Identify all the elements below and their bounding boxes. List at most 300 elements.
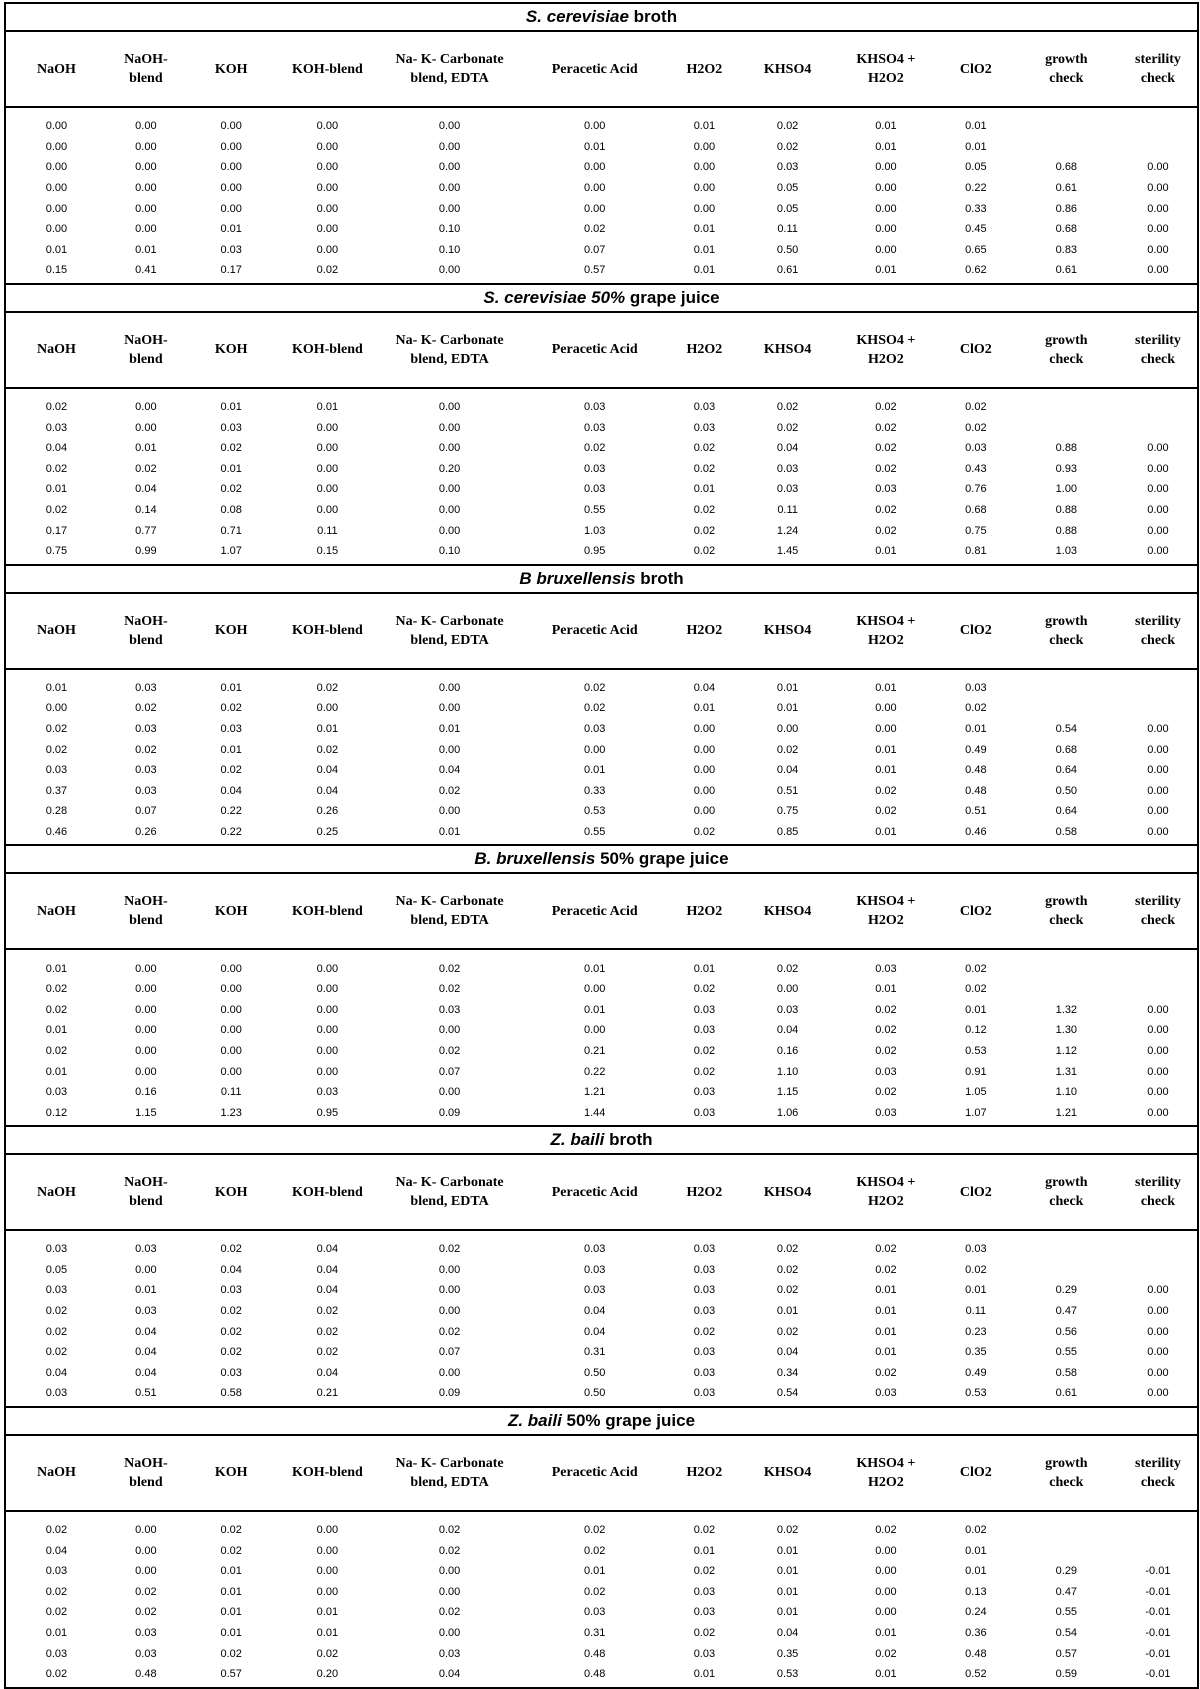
column-header: KOH-blend bbox=[277, 874, 377, 949]
table-cell: 0.02 bbox=[438, 1606, 461, 1619]
table-cell: 0.03 bbox=[583, 1284, 606, 1297]
table-cell: 0.02 bbox=[135, 702, 157, 715]
table-cell: 0.22 bbox=[220, 805, 242, 818]
table-cell: 0.00 bbox=[583, 743, 606, 756]
table-cell: 0.02 bbox=[875, 1524, 897, 1537]
table-cell: 0.29 bbox=[1055, 1565, 1078, 1578]
table-cell: 0.12 bbox=[965, 1024, 987, 1037]
table-cell: 0.00 bbox=[316, 421, 339, 434]
table-row bbox=[6, 822, 1197, 845]
table-cell: 0.00 bbox=[1147, 764, 1169, 777]
column-header: KHSO4 bbox=[741, 874, 834, 949]
table-cell: 0.00 bbox=[438, 1284, 461, 1297]
table-cell: 0.02 bbox=[45, 1524, 68, 1537]
table-cell: 0.02 bbox=[875, 1003, 897, 1016]
table-cell: 0.00 bbox=[583, 202, 606, 215]
table-cell: 0.02 bbox=[693, 1065, 716, 1078]
table-cell: 0.00 bbox=[135, 1044, 157, 1057]
table-cell bbox=[1014, 949, 1119, 979]
table-cell: 0.04 bbox=[776, 1024, 799, 1037]
table-cell: 0.02 bbox=[583, 702, 606, 715]
column-header: KOH-blend bbox=[277, 1155, 377, 1230]
table-cell: 0.00 bbox=[1147, 784, 1169, 797]
table-cell: 0.01 bbox=[965, 1003, 987, 1016]
table-cell: 0.75 bbox=[965, 524, 987, 537]
column-header: Na- K- Carbonate blend, EDTA bbox=[377, 32, 522, 107]
table-cell: 0.48 bbox=[135, 1668, 157, 1681]
table-cell: 0.04 bbox=[776, 764, 799, 777]
column-header: H2O2 bbox=[667, 594, 741, 669]
table-cell: 0.02 bbox=[135, 743, 157, 756]
table-cell: 0.26 bbox=[316, 805, 339, 818]
table-cell: 0.68 bbox=[1055, 223, 1078, 236]
table-cell: 0.48 bbox=[965, 784, 987, 797]
column-header: sterility check bbox=[1119, 32, 1197, 107]
column-header: KOH-blend bbox=[277, 313, 377, 388]
table-cell: 0.00 bbox=[316, 120, 339, 133]
table-cell: 0.02 bbox=[693, 504, 716, 517]
table-cell: 0.00 bbox=[220, 182, 242, 195]
table-cell bbox=[1119, 1511, 1197, 1541]
table-cell: 0.01 bbox=[693, 962, 716, 975]
table-cell: 0.02 bbox=[45, 1346, 68, 1359]
table-cell: 0.00 bbox=[316, 202, 339, 215]
table-cell: 0.01 bbox=[776, 681, 799, 694]
table-cell: 0.00 bbox=[1147, 182, 1169, 195]
table-row bbox=[6, 1321, 1197, 1342]
table-cell: 1.32 bbox=[1055, 1003, 1078, 1016]
table-row bbox=[6, 541, 1197, 564]
table-cell: 0.02 bbox=[693, 442, 716, 455]
table-cell: 0.00 bbox=[135, 202, 157, 215]
table-cell: 0.76 bbox=[965, 483, 987, 496]
table-cell: 0.02 bbox=[875, 1024, 897, 1037]
table-cell: 0.01 bbox=[693, 702, 716, 715]
table-cell: 0.03 bbox=[965, 442, 987, 455]
table-cell: 0.03 bbox=[583, 1606, 606, 1619]
table-cell: 0.75 bbox=[45, 545, 68, 558]
header-row bbox=[6, 1155, 1197, 1230]
table-cell bbox=[1014, 698, 1119, 719]
table-row bbox=[6, 1540, 1197, 1561]
table-cell: 0.02 bbox=[875, 401, 897, 414]
table-cell: 0.00 bbox=[875, 161, 897, 174]
table-cell: 0.00 bbox=[1147, 202, 1169, 215]
table-cell: 0.00 bbox=[135, 401, 157, 414]
table-cell: 0.00 bbox=[693, 784, 716, 797]
table-cell: 0.04 bbox=[776, 1627, 799, 1640]
table-cell: 0.03 bbox=[693, 1387, 716, 1400]
table-cell: 0.31 bbox=[583, 1627, 606, 1640]
header-row bbox=[6, 313, 1197, 388]
column-header: NaOH- blend bbox=[107, 1436, 185, 1511]
table-cell: 0.07 bbox=[135, 805, 157, 818]
table-row bbox=[6, 1383, 1197, 1406]
table-cell: 0.00 bbox=[776, 983, 799, 996]
section-title bbox=[6, 846, 1197, 874]
table-cell: -0.01 bbox=[1145, 1627, 1171, 1640]
table-cell: 0.20 bbox=[438, 462, 461, 475]
table-cell: 0.03 bbox=[693, 1106, 716, 1119]
table-cell: 0.03 bbox=[135, 681, 157, 694]
table-row bbox=[6, 107, 1197, 137]
table-cell: 0.03 bbox=[693, 1086, 716, 1099]
table-cell: 0.00 bbox=[438, 1024, 461, 1037]
table-cell: 0.00 bbox=[45, 120, 68, 133]
table-cell: 0.02 bbox=[220, 1524, 242, 1537]
table-row bbox=[6, 1301, 1197, 1322]
table-cell: 0.02 bbox=[583, 1524, 606, 1537]
table-cell: 0.03 bbox=[45, 1387, 68, 1400]
table-cell: 1.00 bbox=[1055, 483, 1078, 496]
table-cell: 0.00 bbox=[438, 1263, 461, 1276]
table-cell: 0.02 bbox=[45, 504, 68, 517]
table-cell: 0.03 bbox=[45, 1565, 68, 1578]
column-header: H2O2 bbox=[667, 1436, 741, 1511]
table-cell: 0.01 bbox=[583, 1565, 606, 1578]
table-cell: 0.00 bbox=[438, 1366, 461, 1379]
table-row bbox=[6, 417, 1197, 438]
table-cell: 0.00 bbox=[220, 140, 242, 153]
table-cell: 0.03 bbox=[45, 421, 68, 434]
table-cell: 0.00 bbox=[1147, 1044, 1169, 1057]
table-cell: 0.03 bbox=[693, 1263, 716, 1276]
table-cell: 0.02 bbox=[776, 1263, 799, 1276]
table-cell: 0.01 bbox=[875, 1305, 897, 1318]
table-cell: 0.50 bbox=[776, 243, 799, 256]
table-cell: 0.02 bbox=[693, 1627, 716, 1640]
table-cell: 0.16 bbox=[135, 1086, 157, 1099]
table-row bbox=[6, 1664, 1197, 1687]
table-cell: 0.01 bbox=[583, 140, 606, 153]
table-row bbox=[6, 999, 1197, 1020]
table-cell: 0.00 bbox=[316, 504, 339, 517]
column-header: ClO2 bbox=[938, 313, 1014, 388]
table-cell: 0.00 bbox=[875, 202, 897, 215]
table-cell: 0.00 bbox=[135, 1263, 157, 1276]
table-row bbox=[6, 1280, 1197, 1301]
table-cell: 0.01 bbox=[693, 483, 716, 496]
section-1 bbox=[4, 285, 1199, 566]
table-cell: 0.04 bbox=[135, 1325, 157, 1338]
table-cell: 0.01 bbox=[220, 1606, 242, 1619]
table-cell: 0.02 bbox=[583, 442, 606, 455]
table-cell: 0.55 bbox=[1055, 1606, 1078, 1619]
table-cell: -0.01 bbox=[1145, 1585, 1171, 1598]
table-cell: 0.03 bbox=[45, 1647, 68, 1660]
table-row bbox=[6, 1020, 1197, 1041]
table-cell: 0.25 bbox=[316, 825, 339, 838]
table-cell bbox=[1014, 1511, 1119, 1541]
table-cell: 0.04 bbox=[316, 1243, 339, 1256]
column-header: Peracetic Acid bbox=[522, 594, 668, 669]
table-cell: 0.00 bbox=[1147, 243, 1169, 256]
table-cell: 0.00 bbox=[220, 1065, 242, 1078]
table-cell: 0.01 bbox=[875, 264, 897, 277]
table-cell: 0.02 bbox=[316, 1647, 339, 1660]
table-cell: 0.33 bbox=[965, 202, 987, 215]
table-cell bbox=[1119, 669, 1197, 699]
table-cell: 0.04 bbox=[45, 1366, 68, 1379]
table-cell: 0.00 bbox=[875, 1565, 897, 1578]
table-cell: 0.01 bbox=[583, 1003, 606, 1016]
table-cell: 0.02 bbox=[875, 1044, 897, 1057]
table-cell bbox=[1119, 137, 1197, 158]
table-cell: 0.01 bbox=[316, 1627, 339, 1640]
table-cell: 0.00 bbox=[875, 243, 897, 256]
table-row bbox=[6, 1061, 1197, 1082]
table-row bbox=[6, 198, 1197, 219]
column-header: ClO2 bbox=[938, 874, 1014, 949]
table-cell: 0.00 bbox=[583, 983, 606, 996]
table-cell: 0.02 bbox=[220, 1346, 242, 1359]
table-cell: 0.00 bbox=[583, 161, 606, 174]
table-cell: 0.57 bbox=[1055, 1647, 1078, 1660]
column-header: Na- K- Carbonate blend, EDTA bbox=[377, 1436, 522, 1511]
table-cell: 0.04 bbox=[316, 784, 339, 797]
table-cell: 0.01 bbox=[875, 764, 897, 777]
column-header: KOH bbox=[185, 1436, 278, 1511]
table-cell: 0.00 bbox=[875, 182, 897, 195]
table-cell: 0.00 bbox=[1147, 545, 1169, 558]
table-cell: 0.46 bbox=[965, 825, 987, 838]
table-cell: 0.00 bbox=[135, 120, 157, 133]
table-cell: -0.01 bbox=[1145, 1565, 1171, 1578]
column-header: NaOH bbox=[6, 594, 107, 669]
section-title-medium: grape juice bbox=[625, 287, 720, 307]
table-cell: 0.02 bbox=[776, 1524, 799, 1537]
table-cell: 0.02 bbox=[316, 264, 339, 277]
table-cell: 0.04 bbox=[135, 1366, 157, 1379]
table-cell: 0.02 bbox=[875, 1086, 897, 1099]
column-header: KHSO4 bbox=[741, 32, 834, 107]
table-cell: 0.00 bbox=[1147, 722, 1169, 735]
table-row bbox=[6, 1082, 1197, 1103]
table-row bbox=[6, 739, 1197, 760]
table-cell: 0.01 bbox=[693, 1668, 716, 1681]
table-cell bbox=[1119, 417, 1197, 438]
table-cell: 0.49 bbox=[965, 1366, 987, 1379]
section-title-medium: broth bbox=[635, 568, 684, 588]
table-cell: 0.00 bbox=[1147, 1346, 1169, 1359]
table-cell: 0.01 bbox=[875, 983, 897, 996]
table-cell: 0.57 bbox=[220, 1668, 242, 1681]
data-table bbox=[6, 594, 1197, 845]
table-cell: 0.00 bbox=[693, 182, 716, 195]
table-cell: 0.00 bbox=[220, 202, 242, 215]
table-cell: 0.54 bbox=[1055, 1627, 1078, 1640]
table-cell: 0.01 bbox=[875, 1325, 897, 1338]
table-cell: 0.62 bbox=[965, 264, 987, 277]
table-cell: 1.05 bbox=[965, 1086, 987, 1099]
table-cell: 0.00 bbox=[583, 1024, 606, 1037]
table-cell: 0.04 bbox=[438, 764, 461, 777]
table-cell: 0.35 bbox=[965, 1346, 987, 1359]
table-cell: 1.31 bbox=[1055, 1065, 1078, 1078]
table-cell: 1.15 bbox=[776, 1086, 799, 1099]
column-header: sterility check bbox=[1119, 1155, 1197, 1230]
table-cell: 0.01 bbox=[135, 1284, 157, 1297]
table-cell: 0.00 bbox=[1147, 1284, 1169, 1297]
column-header: KHSO4 bbox=[741, 1436, 834, 1511]
table-cell: 0.02 bbox=[776, 140, 799, 153]
table-cell: 0.00 bbox=[316, 1024, 339, 1037]
table-cell bbox=[1014, 1230, 1119, 1260]
table-cell: 0.12 bbox=[45, 1106, 68, 1119]
column-header: growth check bbox=[1014, 1155, 1119, 1230]
table-cell: 0.01 bbox=[220, 1565, 242, 1578]
column-header: NaOH- blend bbox=[107, 594, 185, 669]
table-cell: 0.09 bbox=[438, 1106, 461, 1119]
table-row bbox=[6, 260, 1197, 283]
table-cell: 0.02 bbox=[316, 1325, 339, 1338]
table-cell: 0.55 bbox=[583, 504, 606, 517]
section-title bbox=[6, 1127, 1197, 1155]
table-cell: 0.00 bbox=[438, 161, 461, 174]
table-row bbox=[6, 1102, 1197, 1125]
table-cell: 0.02 bbox=[875, 1243, 897, 1256]
section-2 bbox=[4, 566, 1199, 847]
table-cell: 0.00 bbox=[316, 161, 339, 174]
table-cell: 0.02 bbox=[875, 504, 897, 517]
table-cell: 1.24 bbox=[776, 524, 799, 537]
table-cell: 0.02 bbox=[438, 1243, 461, 1256]
table-cell: 0.02 bbox=[693, 1044, 716, 1057]
data-table bbox=[6, 1155, 1197, 1406]
table-cell: 0.03 bbox=[583, 1243, 606, 1256]
table-cell: 0.05 bbox=[776, 202, 799, 215]
table-cell: 0.03 bbox=[875, 1387, 897, 1400]
table-cell bbox=[1014, 137, 1119, 158]
table-cell: 0.03 bbox=[583, 483, 606, 496]
table-cell: 0.36 bbox=[965, 1627, 987, 1640]
table-cell bbox=[1119, 949, 1197, 979]
table-cell: 0.07 bbox=[583, 243, 606, 256]
table-cell: 0.01 bbox=[45, 962, 68, 975]
table-cell: 0.01 bbox=[583, 962, 606, 975]
table-cell bbox=[1119, 388, 1197, 418]
section-title-organism: Z. baili bbox=[507, 1410, 562, 1430]
table-cell: 0.03 bbox=[965, 1243, 987, 1256]
table-cell: 0.02 bbox=[965, 983, 987, 996]
table-row bbox=[6, 137, 1197, 158]
table-cell: 0.00 bbox=[316, 182, 339, 195]
table-cell: 0.48 bbox=[583, 1647, 606, 1660]
table-cell: 0.53 bbox=[965, 1387, 987, 1400]
table-cell: 0.11 bbox=[777, 504, 798, 517]
table-cell: 0.00 bbox=[316, 483, 339, 496]
table-cell: 0.00 bbox=[438, 681, 461, 694]
table-cell: 0.64 bbox=[1055, 764, 1078, 777]
table-cell: 0.68 bbox=[1055, 743, 1078, 756]
table-cell: 0.75 bbox=[776, 805, 799, 818]
table-cell: 0.91 bbox=[965, 1065, 987, 1078]
table-cell: 0.11 bbox=[220, 1086, 242, 1099]
table-cell: 0.00 bbox=[316, 442, 339, 455]
column-header: KOH-blend bbox=[277, 32, 377, 107]
table-cell: 0.01 bbox=[875, 120, 897, 133]
table-cell: 0.02 bbox=[693, 462, 716, 475]
table-cell: 0.02 bbox=[875, 524, 897, 537]
table-cell: 0.02 bbox=[693, 524, 716, 537]
table-cell: 0.04 bbox=[776, 442, 799, 455]
table-cell: 0.04 bbox=[45, 1544, 68, 1557]
table-cell: 0.24 bbox=[965, 1606, 987, 1619]
section-title-organism: S. cerevisiae bbox=[525, 7, 629, 26]
table-cell: 0.01 bbox=[220, 462, 242, 475]
table-cell: 0.00 bbox=[220, 1044, 242, 1057]
table-cell: 0.00 bbox=[1147, 524, 1169, 537]
column-header: H2O2 bbox=[667, 874, 741, 949]
column-header: KHSO4 + H2O2 bbox=[834, 594, 938, 669]
table-cell: 0.00 bbox=[438, 421, 461, 434]
table-cell: 1.23 bbox=[220, 1106, 242, 1119]
header-row bbox=[6, 594, 1197, 669]
table-cell: 0.02 bbox=[776, 743, 799, 756]
table-cell: -0.01 bbox=[1145, 1606, 1171, 1619]
table-cell: 0.02 bbox=[316, 681, 339, 694]
table-cell: 0.03 bbox=[583, 722, 606, 735]
table-cell: 0.02 bbox=[220, 1544, 242, 1557]
table-cell: 0.01 bbox=[875, 743, 897, 756]
table-cell: 0.33 bbox=[583, 784, 606, 797]
table-cell: 0.00 bbox=[693, 722, 716, 735]
table-cell: 0.00 bbox=[316, 1544, 339, 1557]
table-cell: 0.01 bbox=[220, 1585, 242, 1598]
table-cell: 0.00 bbox=[1147, 1086, 1169, 1099]
table-cell: 0.00 bbox=[1147, 1325, 1169, 1338]
table-cell: 0.28 bbox=[45, 805, 68, 818]
column-header: KOH bbox=[185, 313, 278, 388]
table-cell: 0.53 bbox=[776, 1668, 799, 1681]
table-cell: 0.02 bbox=[438, 983, 461, 996]
table-cell: 0.31 bbox=[583, 1346, 606, 1359]
data-table bbox=[6, 874, 1197, 1125]
table-cell: 0.04 bbox=[583, 1325, 606, 1338]
table-cell: 0.01 bbox=[875, 1346, 897, 1359]
column-header: KOH bbox=[185, 32, 278, 107]
table-cell: 0.03 bbox=[316, 1086, 339, 1099]
table-cell bbox=[1014, 669, 1119, 699]
column-header: growth check bbox=[1014, 313, 1119, 388]
section-title bbox=[6, 566, 1197, 594]
table-row bbox=[6, 1230, 1197, 1260]
table-row bbox=[6, 157, 1197, 178]
table-cell: 0.04 bbox=[316, 1284, 339, 1297]
table-cell: 0.04 bbox=[583, 1305, 606, 1318]
table-cell: 0.00 bbox=[220, 1024, 242, 1037]
table-cell: 0.02 bbox=[45, 462, 68, 475]
table-cell: 0.03 bbox=[220, 1284, 242, 1297]
table-cell: 0.02 bbox=[965, 1524, 987, 1537]
table-cell: 0.43 bbox=[965, 462, 987, 475]
table-cell: 0.22 bbox=[965, 182, 987, 195]
table-cell bbox=[1014, 1260, 1119, 1281]
column-header: Peracetic Acid bbox=[522, 313, 668, 388]
table-cell: 0.20 bbox=[316, 1668, 339, 1681]
table-cell: 0.93 bbox=[1055, 462, 1078, 475]
table-cell: 0.99 bbox=[135, 545, 157, 558]
column-header: NaOH bbox=[6, 1155, 107, 1230]
section-4 bbox=[4, 1127, 1199, 1408]
table-cell: 0.00 bbox=[438, 140, 461, 153]
table-cell: 0.00 bbox=[135, 140, 157, 153]
table-cell: 0.00 bbox=[45, 702, 68, 715]
column-header: Peracetic Acid bbox=[522, 1436, 668, 1511]
table-cell: 0.03 bbox=[220, 722, 242, 735]
table-cell: 0.65 bbox=[965, 243, 987, 256]
section-title bbox=[6, 285, 1197, 313]
